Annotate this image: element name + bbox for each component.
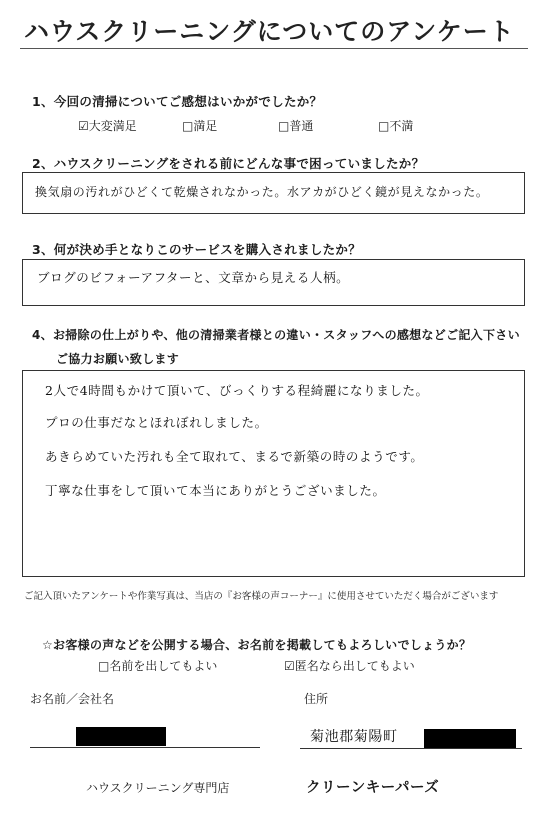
question-1: 1、今回の清掃についてご感想はいかがでしたか？: [32, 94, 323, 109]
footer-shop-type: ハウスクリーニング専門店: [86, 781, 230, 795]
publish-option-name[interactable]: □名前を出してもよい: [98, 659, 218, 673]
name-field-line[interactable]: [30, 747, 260, 748]
answer-box-4[interactable]: [22, 370, 525, 577]
answer-4-line-3: あきらめていた汚れも全て取れて、まるで新築の時のようです。: [45, 449, 424, 464]
address-redaction: [424, 729, 516, 748]
name-redaction: [76, 727, 166, 746]
page-title: ハウスクリーニングについてのアンケート: [24, 17, 515, 46]
publish-option-anonymous[interactable]: ☑匿名なら出してもよい: [284, 659, 415, 673]
q1-option-average[interactable]: □普通: [278, 119, 314, 133]
name-label: お名前／会社名: [30, 692, 115, 706]
answer-4-line-4: 丁寧な仕事をして頂いて本当にありがとうございました。: [45, 483, 386, 498]
answer-4-line-1: 2人で4時間もかけて頂いて、びっくりする程綺麗になりました。: [45, 383, 429, 398]
address-value: 菊池郡菊陽町: [310, 729, 398, 745]
publish-question: ☆お客様の声などを公開する場合、お名前を掲載してもよろしいでしょうか？: [42, 638, 472, 652]
q1-option-satisfied[interactable]: □満足: [182, 119, 218, 133]
question-3: 3、何が決め手となりこのサービスを購入されましたか？: [32, 242, 361, 257]
answer-3-text: ブログのビフォーアフターと、文章から見える人柄。: [37, 270, 350, 285]
usage-notice: ご記入頂いたアンケートや作業写真は、当店の『お客様の声コーナー』に使用させていただく場合がございます: [24, 591, 499, 602]
q1-option-dissatisfied[interactable]: □不満: [378, 119, 414, 133]
answer-4-line-2: プロの仕事だなとほれぼれしました。: [45, 415, 268, 430]
footer-brand: クリーンキーパーズ: [306, 780, 440, 796]
q1-option-very-satisfied[interactable]: ☑大変満足: [78, 119, 137, 133]
title-underline: [20, 48, 528, 49]
address-field-line[interactable]: [300, 748, 522, 749]
question-4: 4、お掃除の仕上がりや、他の清掃業者様との違い・スタッフへの感想などご記入下さい: [32, 328, 520, 342]
question-4-sub: ご協力お願い致します: [56, 352, 180, 366]
address-label: 住所: [304, 692, 329, 706]
question-2: 2、ハウスクリーニングをされる前にどんな事で困っていましたか？: [32, 156, 425, 171]
answer-box-2[interactable]: [22, 172, 525, 214]
answer-box-3[interactable]: [22, 259, 525, 306]
answer-2-text: 換気扇の汚れがひどくて乾燥されなかった。水アカがひどく鏡が見えなかった。: [35, 185, 489, 199]
